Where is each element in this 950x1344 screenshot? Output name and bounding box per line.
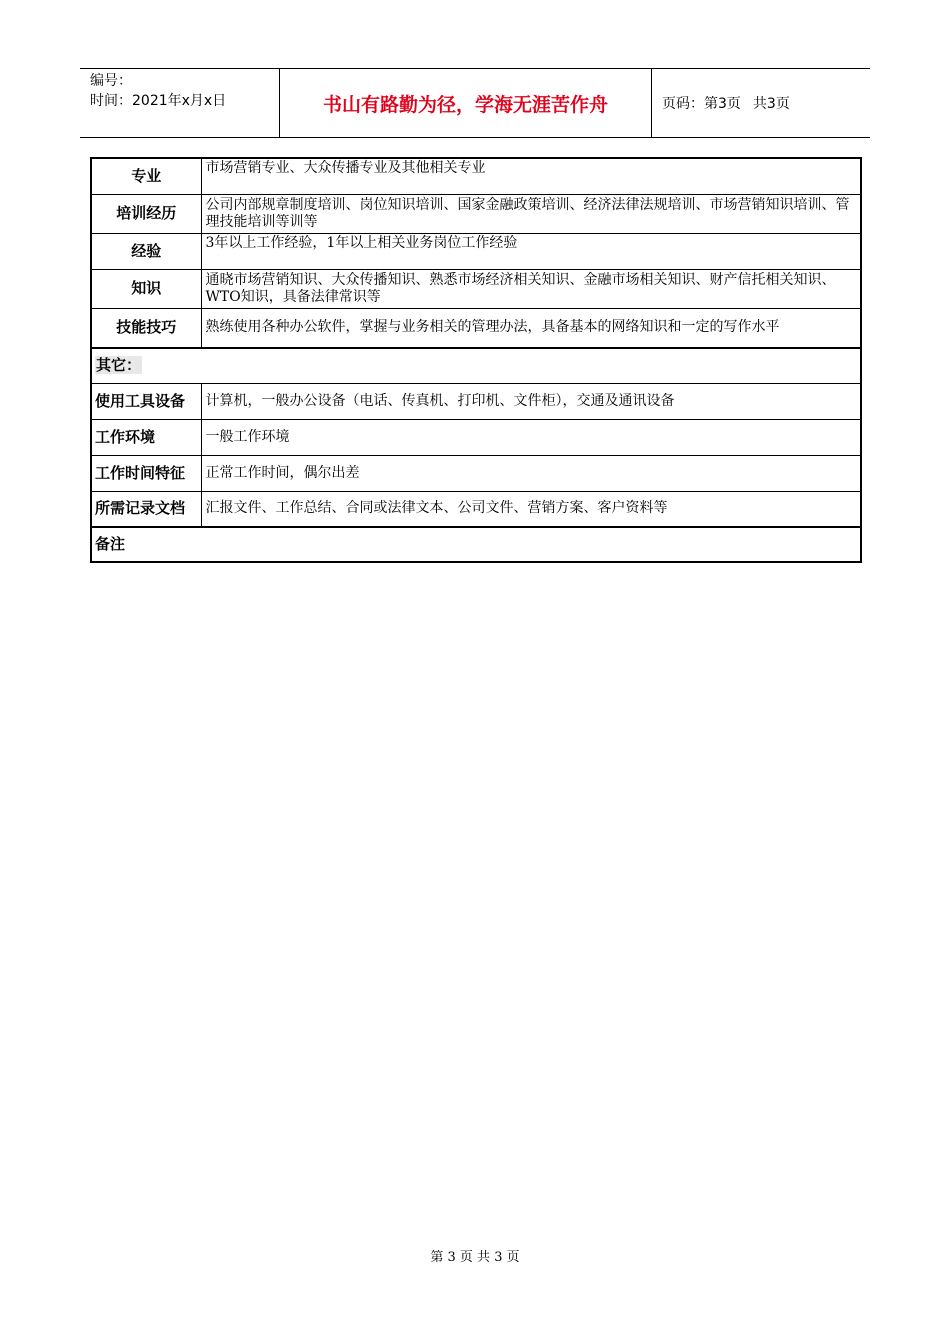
row-label-skills: 技能技巧	[91, 308, 201, 348]
row-label-tools: 使用工具设备	[91, 383, 201, 419]
other-heading-text: 其它：	[96, 356, 142, 375]
page-header	[80, 68, 870, 138]
row-label-work-time: 工作时间特征	[91, 455, 201, 491]
row-value-knowledge: 通晓市场营销知识、大众传播知识、熟悉市场经济相关知识、金融市场相关知识、财产信托相关知识、WTO知识，具备法律常识等	[201, 269, 861, 308]
row-label-environment: 工作环境	[91, 419, 201, 455]
header-meta	[80, 69, 280, 137]
section-heading-other	[91, 348, 861, 383]
row-label-major: 专业	[91, 158, 201, 194]
header-page-info	[652, 69, 870, 137]
table-row	[91, 308, 861, 348]
row-label-documents: 所需记录文档	[91, 491, 201, 527]
page-footer: 第 3 页 共 3 页	[430, 1250, 520, 1265]
table-row	[91, 491, 861, 527]
row-value-experience: 3年以上工作经验，1年以上相关业务岗位工作经验	[201, 233, 861, 269]
table-row	[91, 233, 861, 269]
row-value-work-time: 正常工作时间，偶尔出差	[201, 455, 861, 491]
table-row	[91, 194, 861, 233]
header-page-total: 共3页	[752, 96, 790, 112]
table-row	[91, 383, 861, 419]
document-time-label: 时间：2021年x月x日	[90, 93, 227, 109]
row-value-skills: 熟练使用各种办公软件，掌握与业务相关的管理办法，具备基本的网络知识和一定的写作水平	[201, 308, 861, 348]
row-value-major: 市场营销专业、大众传播专业及其他相关专业	[201, 158, 861, 194]
section-row-other	[91, 348, 861, 383]
section-row-remarks	[91, 527, 861, 562]
row-value-tools: 计算机，一般办公设备（电话、传真机、打印机、文件柜），交通及通讯设备	[201, 383, 861, 419]
row-label-training: 培训经历	[91, 194, 201, 233]
section-heading-remarks: 备注	[91, 527, 861, 562]
row-value-documents: 汇报文件、工作总结、合同或法律文本、公司文件、营销方案、客户资料等	[201, 491, 861, 527]
table-row	[91, 158, 861, 194]
job-description-table	[90, 157, 862, 563]
row-value-environment: 一般工作环境	[201, 419, 861, 455]
table-row	[91, 455, 861, 491]
table-row	[91, 269, 861, 308]
header-motto: 书山有路勤为径，学海无涯苦作舟	[280, 69, 652, 137]
job-description-table-wrap	[90, 157, 860, 563]
header-page-number: 页码：第3页	[662, 96, 741, 112]
row-value-training: 公司内部规章制度培训、岗位知识培训、国家金融政策培训、经济法律法规培训、市场营销知识培训、管理技能培训等训等	[201, 194, 861, 233]
row-label-experience: 经验	[91, 233, 201, 269]
row-label-knowledge: 知识	[91, 269, 201, 308]
document-number-label: 编号：	[90, 73, 132, 89]
table-row	[91, 419, 861, 455]
